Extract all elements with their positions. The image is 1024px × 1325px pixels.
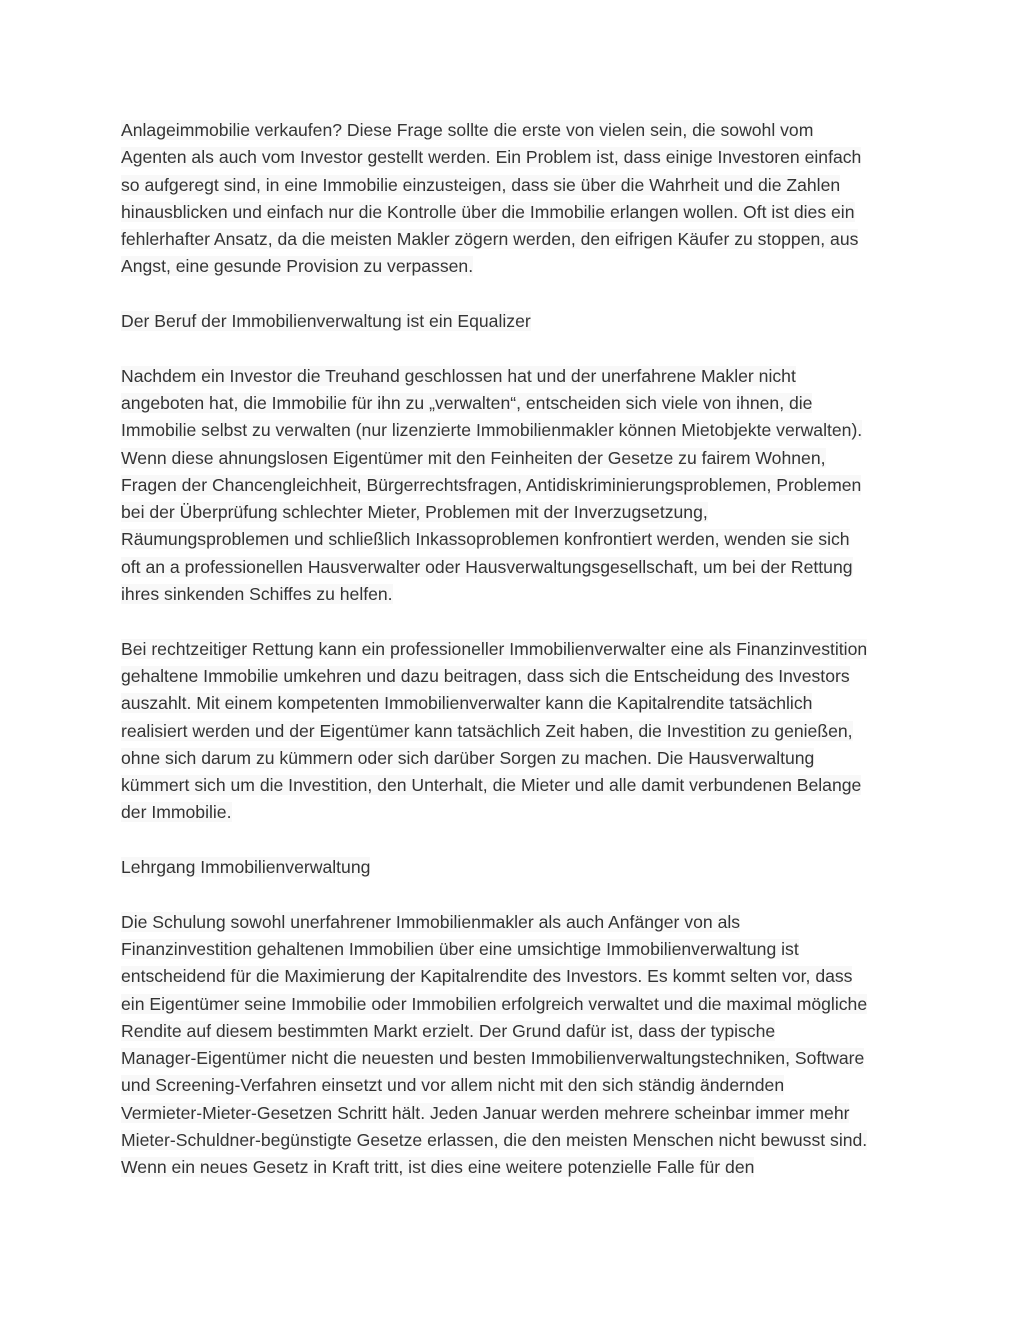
line-text: realisiert werden und der Eigentümer kann tatsächlich Zeit haben, die Investition zu genießen,: [121, 720, 853, 741]
paragraph-line: [121, 1100, 911, 1127]
line-text: bei der Überprüfung schlechter Mieter, Problemen mit der Inverzugsetzung,: [121, 502, 708, 523]
paragraph-line: [121, 963, 911, 990]
paragraph-line: [121, 799, 911, 826]
paragraph-line: [121, 936, 911, 963]
heading-lehrgang: [121, 854, 911, 881]
document-body: [121, 117, 911, 1182]
paragraph-line: [121, 1045, 911, 1072]
line-text: Nachdem ein Investor die Treuhand geschlossen hat und der unerfahrene Makler nicht: [121, 365, 796, 386]
line-text: ohne sich darum zu kümmern oder sich darüber Sorgen zu machen. Die Hausverwaltung: [121, 747, 815, 768]
line-text: hinausblicken und einfach nur die Kontrolle über die Immobilie erlangen wollen. Oft ist dies ein: [121, 201, 855, 222]
paragraph-line: [121, 199, 911, 226]
paragraph-line: [121, 253, 911, 280]
paragraph-line: [121, 1154, 911, 1181]
paragraph-line: [121, 172, 911, 199]
line-text: entscheidend für die Maximierung der Kapitalrendite des Investors. Es kommt selten vor, dass: [121, 966, 853, 987]
line-text: Anlageimmobilie verkaufen? Diese Frage sollte die erste von vielen sein, die sowohl vom: [121, 120, 814, 140]
line-text: Bei rechtzeitiger Rettung kann ein professioneller Immobilienverwalter eine als Finanzinvestition: [121, 638, 868, 659]
line-text: Die Schulung sowohl unerfahrener Immobilienmakler als auch Anfänger von als: [121, 911, 741, 932]
paragraph-spacer: [121, 827, 911, 854]
line-text: Angst, eine gesunde Provision zu verpassen.: [121, 256, 474, 277]
paragraph-line: [121, 909, 911, 936]
paragraph-line: [121, 363, 911, 390]
line-text: ein Eigentümer seine Immobilie oder Immobilien erfolgreich verwaltet und die maximal mögliche: [121, 993, 868, 1014]
paragraph-line: [121, 499, 911, 526]
line-text: oft an a professionellen Hausverwalter oder Hausverwaltungsgesellschaft, um bei der Rettung: [121, 556, 853, 577]
line-text: Rendite auf diesem bestimmten Markt erzielt. Der Grund dafür ist, dass der typische: [121, 1020, 776, 1041]
paragraph-line: [121, 581, 911, 608]
line-text: Der Beruf der Immobilienverwaltung ist ein Equalizer: [121, 311, 531, 332]
line-text: Manager-Eigentümer nicht die neuesten und besten Immobilienverwaltungstechniken, Software: [121, 1048, 865, 1069]
line-text: ihres sinkenden Schiffes zu helfen.: [121, 584, 393, 605]
heading-equalizer: [121, 308, 911, 335]
paragraph-line: [121, 445, 911, 472]
line-text: Mieter-Schuldner-begünstigte Gesetze erlassen, die den meisten Menschen nicht bewusst sind.: [121, 1129, 868, 1150]
paragraph-line: [121, 1018, 911, 1045]
paragraph-schulung: [121, 909, 911, 1182]
paragraph-line: [121, 636, 911, 663]
paragraph-rettung: [121, 636, 911, 827]
paragraph-line: [121, 1072, 911, 1099]
line-text: kümmert sich um die Investition, den Unterhalt, die Mieter und alle damit verbundenen Belange: [121, 775, 862, 796]
line-text: Wenn diese ahnungslosen Eigentümer mit den Feinheiten der Gesetze zu fairem Wohnen,: [121, 447, 826, 468]
heading-line: [121, 308, 911, 335]
paragraph-intro: [121, 117, 911, 281]
line-text: Agenten als auch vom Investor gestellt werden. Ein Problem ist, dass einige Investoren einfach: [121, 147, 862, 168]
line-text: der Immobilie.: [121, 802, 232, 823]
paragraph-line: [121, 991, 911, 1018]
line-text: Immobilie selbst zu verwalten (nur lizenzierte Immobilienmakler können Mietobjekte verwalten).: [121, 420, 863, 441]
line-text: auszahlt. Mit einem kompetenten Immobilienverwalter kann die Kapitalrendite tatsächlich: [121, 693, 813, 714]
paragraph-line: [121, 526, 911, 553]
line-text: Räumungsproblemen und schließlich Inkassoproblemen konfrontiert werden, wenden sie sich: [121, 529, 850, 550]
paragraph-line: [121, 390, 911, 417]
paragraph-line: [121, 226, 911, 253]
line-text: gehaltene Immobilie umkehren und dazu beitragen, dass sich die Entscheidung des Investors: [121, 665, 850, 686]
line-text: angeboten hat, die Immobilie für ihn zu „verwalten“, entscheiden sich viele von ihnen, die: [121, 392, 813, 413]
paragraph-line: [121, 745, 911, 772]
paragraph-line: [121, 117, 911, 144]
paragraph-line: [121, 1127, 911, 1154]
paragraph-line: [121, 690, 911, 717]
paragraph-spacer: [121, 608, 911, 635]
paragraph-treuhand: [121, 363, 911, 609]
paragraph-line: [121, 144, 911, 171]
line-text: Vermieter-Mieter-Gesetzen Schritt hält. Jeden Januar werden mehrere scheinbar immer mehr: [121, 1102, 850, 1123]
paragraph-line: [121, 663, 911, 690]
line-text: fehlerhafter Ansatz, da die meisten Makler zögern werden, den eifrigen Käufer zu stoppen, aus: [121, 229, 859, 250]
line-text: Lehrgang Immobilienverwaltung: [121, 857, 371, 878]
paragraph-spacer: [121, 881, 911, 908]
paragraph-spacer: [121, 281, 911, 308]
paragraph-line: [121, 472, 911, 499]
line-text: Fragen der Chancengleichheit, Bürgerrechtsfragen, Antidiskriminierungsproblemen, Problemen: [121, 474, 862, 495]
line-text: Finanzinvestition gehaltenen Immobilien über eine umsichtige Immobilienverwaltung ist: [121, 938, 799, 959]
paragraph-line: [121, 417, 911, 444]
paragraph-line: [121, 772, 911, 799]
heading-line: [121, 854, 911, 881]
paragraph-spacer: [121, 335, 911, 362]
paragraph-line: [121, 554, 911, 581]
line-text: und Screening-Verfahren einsetzt und vor allem nicht mit den sich ständig ändernden: [121, 1075, 785, 1096]
line-text: Wenn ein neues Gesetz in Kraft tritt, ist dies eine weitere potenzielle Falle für den: [121, 1157, 755, 1178]
line-text: so aufgeregt sind, in eine Immobilie einzusteigen, dass sie über die Wahrheit und die Zahlen: [121, 174, 841, 195]
paragraph-line: [121, 718, 911, 745]
